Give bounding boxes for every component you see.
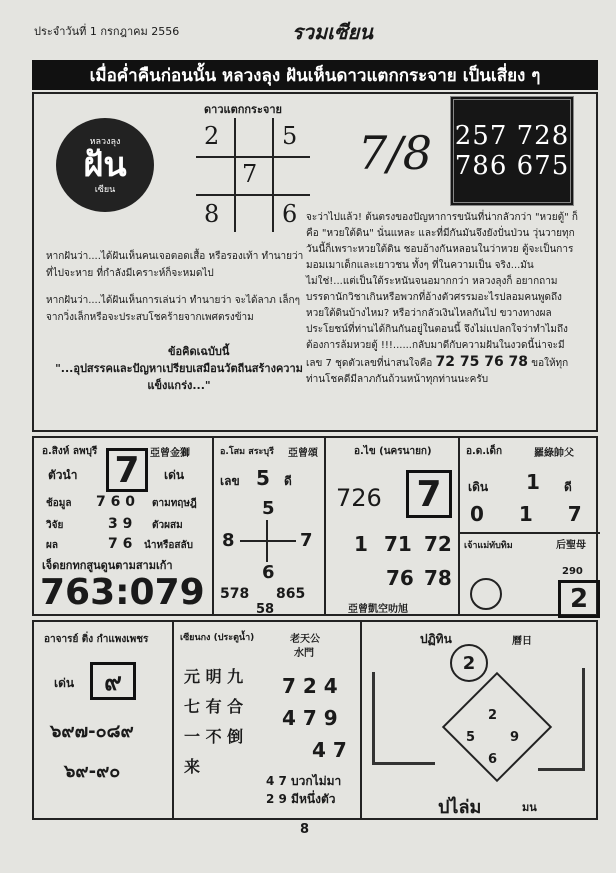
number-c: 72 <box>424 532 452 556</box>
lab-row: 0 1 7 <box>470 502 596 526</box>
panel-ting <box>34 622 174 818</box>
panel-dek <box>460 438 600 614</box>
panel-singh <box>34 438 214 614</box>
number-b: 71 <box>384 532 412 556</box>
grid-cell: 6 <box>282 200 298 228</box>
number-row: 4 7 9 <box>282 706 338 730</box>
number-row: 7 2 4 <box>282 674 338 698</box>
panel-tag: 水門 <box>294 648 314 659</box>
forecast-row-2 <box>32 620 598 820</box>
page-number: 8 <box>300 822 310 837</box>
row-label: ช้อมูล <box>46 498 72 509</box>
column-numbers: 72 75 76 78 <box>435 354 529 370</box>
row-value: 7 6 <box>108 536 133 552</box>
combo-number: 865 <box>276 586 306 602</box>
lead-number-box: 7 <box>106 448 148 492</box>
lek-label: เลข <box>220 474 240 488</box>
grid-cell: 7 <box>242 160 258 188</box>
panel-name: เจ้าแม่ทับทิม <box>464 541 513 551</box>
panel-name: อ.ไข (นครนายก) <box>354 446 432 457</box>
top-circle-number: 2 <box>450 644 488 682</box>
grid-cell: 2 <box>204 122 220 150</box>
quote-text: "...อุปสรรคและปัญหาเปรียบเสมือนวัตถีนสร้างความ แข็งแกร่ง..." <box>55 362 303 392</box>
logo-small-text: หลวงลุง <box>89 137 121 147</box>
lucky-row-1: 257 728 <box>454 121 570 151</box>
boxed-number: 2 <box>558 580 600 618</box>
cross-right: 7 <box>300 530 313 551</box>
footnote: 4 7 บวกไม่มา <box>266 774 342 788</box>
combo-number: 58 <box>256 602 275 617</box>
logo-sub-text: เซียน <box>94 185 116 195</box>
grid-cell: 8 <box>204 200 220 228</box>
panel-som <box>214 438 326 617</box>
diamond-number: 5 <box>466 730 476 745</box>
calendar-cn: 曆日 <box>512 636 532 647</box>
thai-numbers: ๖๙-๙๐ <box>64 761 121 782</box>
row-label: วิจัย <box>46 520 64 531</box>
row-note: ตัวผสม <box>152 520 183 531</box>
dee-label: ดี <box>284 474 292 488</box>
spiral-emblem <box>470 578 502 610</box>
row-note: นำหรือสลับ <box>144 540 193 551</box>
dream-text <box>46 248 308 326</box>
column-tail: ขอให้ทุกท่านโชคดีมีลาภกันถ้วนหน้าทุกท่านนะครับ <box>306 358 569 385</box>
headline-banner: เมื่อค่ำคืนก่อนนั้น หลวงลุง ฝันเห็นดาวแตกกระจาย เป็นเสี่ยง ๆ <box>32 60 598 90</box>
diamond-number: 6 <box>488 752 498 767</box>
number-a: 1 <box>354 532 368 556</box>
diamond-number: 9 <box>510 730 520 745</box>
lead-label: เด่น <box>54 676 75 690</box>
lucky-row-2: 786 675 <box>454 151 570 181</box>
panel-name: อาจารย์ ติ่ง กำแพงเพชร <box>44 634 149 645</box>
main-number: 726 <box>336 484 382 512</box>
panel-tag: 亞曾頌 <box>288 448 318 459</box>
lek-value: 5 <box>256 466 270 490</box>
lead-label: ตัวนำ <box>48 468 78 482</box>
number-row: 4 7 <box>312 738 347 762</box>
dream-paragraph: หากฝันว่า....ได้ฝันเห็นการเล่นว่า ทำนายว่า จะได้ลาภ เล็กๆ จากวิ่งเล็กหรือจะประสบโชคร้ายจากเพศตรงข้าม <box>46 295 300 323</box>
panel-name: อ.สิงห์ ลพบุรี <box>42 446 98 457</box>
footnote: 2 9 มีหนึ่งตัว <box>266 792 336 806</box>
panel-name: อ.ด.เด็ก <box>466 446 503 457</box>
grid-title: ดาวแตกกระจาย <box>204 103 282 116</box>
lab-label: เดิน <box>468 480 489 494</box>
calendar-footer-tail: มน <box>522 801 537 814</box>
number-grid <box>196 118 310 232</box>
panel-sian-kong <box>174 622 362 818</box>
panel-tag: 亞曾凱空叻旭 <box>348 604 408 615</box>
row-label: ผล <box>46 540 58 551</box>
big-numbers: 763:079 <box>40 572 205 613</box>
brand-logo-text: รวมเซียน <box>292 20 373 44</box>
lead-suffix: เด่น <box>164 468 185 482</box>
handwritten-signature: 7/8 <box>358 126 433 180</box>
column-text <box>306 210 578 388</box>
logo-big-text: ฝัน <box>83 145 127 185</box>
diamond-number: 2 <box>488 708 498 723</box>
calligraphy: 元 明 九 七 有 合 一 不 倒 来 <box>184 667 244 776</box>
dream-paragraph: หากฝันว่า....ได้ฝันเห็นคนเจอตอดเสื้อ หรือรองเท้า ทำนายว่า ที่ไปจะหาย ที่กำลังมีเคราะห์ก็จะหมดไป <box>46 251 304 279</box>
lab-label: ดี <box>564 480 572 494</box>
panel-name: เซียนกง (ประตูน้ำ) <box>180 633 255 643</box>
panel-tag: 亞曾金獅 <box>150 448 190 459</box>
panel-footnote: เจ็ดยกทกสูนดูนตามสามเก้า <box>42 559 173 572</box>
panel-calendar <box>362 622 600 818</box>
lead-number-box: ๙ <box>90 662 136 700</box>
forecast-row-1 <box>32 436 598 616</box>
calendar-footer: ปไล่ม <box>438 797 482 818</box>
panel-tag: 后聖母 <box>556 540 586 551</box>
row-value: 7 6 0 <box>96 494 135 510</box>
number-d: 76 <box>386 566 414 590</box>
panel-name: อ.โสม สระบุรี <box>220 447 274 457</box>
cross-bottom: 6 <box>262 562 275 583</box>
dream-logo <box>56 118 154 212</box>
grid-cell: 5 <box>282 122 298 150</box>
lab-value: 1 <box>526 470 540 494</box>
issue-date: ประจำวันที่ 1 กรกฎาคม 2556 <box>34 25 180 38</box>
panel-tag: 老天公 <box>290 634 320 645</box>
quote-title: ข้อคิดเฉบับนี้ <box>168 345 230 358</box>
combo-number: 578 <box>220 586 250 602</box>
row-note: ตามทฤษฎี <box>152 498 197 509</box>
lucky-number-box <box>450 96 574 206</box>
row-value: 3 9 <box>108 516 133 532</box>
boxed-number: 7 <box>406 470 452 518</box>
column-body: จะว่าไปแล้ว! ต้นตรงของปัญหาการขนันที่น่ากลัวกว่า "หวยตู้" ก็คือ "หวยใต้ดิน" นั่นแหละ และที่มีกันมันจึงยังปั่นป่วน วุ่นวายทุกวันนี้ก็เพราะหวยใต้ดิน ชอบอ้างกันหลอนในว่าหวย ตู้จะเป็นการมอมเมาเด็กและเยาวชน ทั้งๆ ที่ในความเป็น จริง...มันไม่ใช่!...แต่เป็นใต้ระหนันจนอมากกว่า หลวงลุงก็ อยากถามบรรดานักวิชาเกินหรือพวกที่อ้างตัวศรรมอะไรปลอมคนพูดถึงหวยใต้ดินบ้างไหม? หรือว่ากลัวเงินไหลกันไป ขวางทางผลประโยชน์ที่ท่านได้กินกันอยู่ในตอนนี้ จึงไม่แปลกใจว่าทำไมถึงต้องการล้มหวยตู้ !!!......กลับมาดีกับความฝันในงวดนี้น่าจะมีเลข 7 ชุดตัวเลขที่น่าสนใจคือ <box>306 212 578 369</box>
number-e: 78 <box>424 566 452 590</box>
tiny-number: 290 <box>562 566 583 577</box>
tree-illustration <box>538 668 585 771</box>
thai-numbers: ๖๙๗-๐๘๙ <box>50 721 134 742</box>
panel-tag: 羅綠帥父 <box>534 448 574 459</box>
cross-top: 5 <box>262 498 275 519</box>
panel-khai <box>326 438 460 614</box>
calendar-title: ปฏิทิน <box>420 632 452 646</box>
cross-left: 8 <box>222 530 235 551</box>
tree-illustration <box>372 672 435 765</box>
